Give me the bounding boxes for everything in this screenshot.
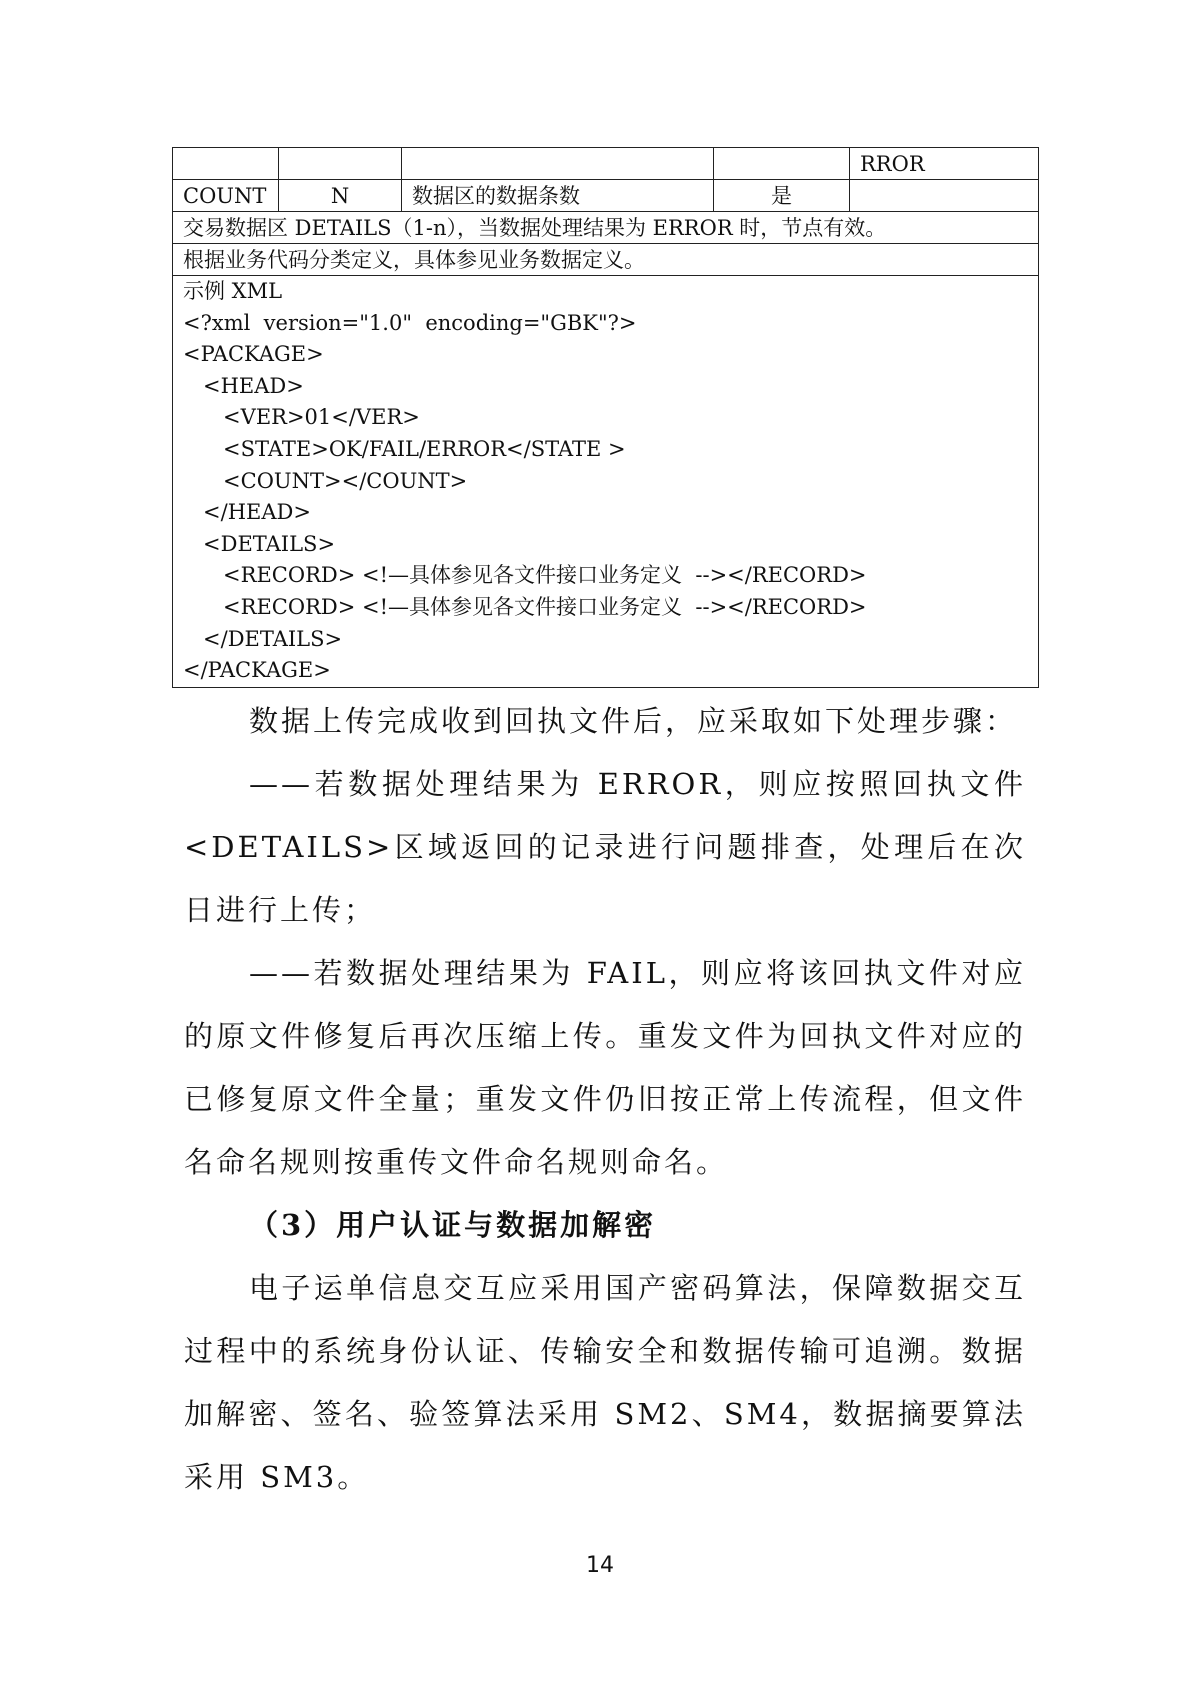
xml-line: </HEAD> [183,500,311,525]
table-cell [173,148,279,180]
paragraph-steps-intro: 数据上传完成收到回执文件后，应采取如下处理步骤： [249,704,1018,738]
table-row [173,276,1039,688]
field-required-cell: 是 [714,180,850,212]
paragraph-crypto: 电子运单信息交互应采用国产密码算法，保障数据交互过程中的系统身份认证、传输安全和数据传输可追溯。数据加解密、签名、验签算法采用 SM2、SM4，数据摘要算法采用 SM3。 [184,1271,1026,1494]
table-row [173,244,1039,276]
field-type-cell: N [279,180,402,212]
table-row [173,148,1039,180]
xml-line: <VER>01</VER> [183,405,420,430]
xml-example-cell [173,276,1039,688]
xml-line: <STATE>OK/FAIL/ERROR</STATE > [183,436,626,461]
table-cell [402,148,714,180]
xml-line: <?xml version="1.0" encoding="GBK"?> [183,310,637,335]
table-row [173,212,1039,244]
xml-line: <HEAD> [183,373,304,398]
spec-table [172,147,1039,688]
xml-line: <COUNT></COUNT> [183,468,468,493]
xml-line: <DETAILS> [183,531,336,556]
xml-line: <RECORD> <!—具体参见各文件接口业务定义 --></RECORD> [183,563,867,588]
table-cell [714,148,850,180]
page-number: 14 [586,1553,614,1578]
table-cell [279,148,402,180]
body-text [184,690,1026,1509]
field-desc-cell: 数据区的数据条数 [402,180,714,212]
definition-note-cell: 根据业务代码分类定义，具体参见业务数据定义。 [173,244,1039,276]
xml-line: 示例 XML [183,279,283,303]
table-cell: RROR [850,148,1039,180]
details-section-cell: 交易数据区 DETAILS（1-n），当数据处理结果为 ERROR 时，节点有效。 [173,212,1039,244]
xml-line: </DETAILS> [183,626,343,651]
field-note-cell [850,180,1039,212]
paragraph-fail-handling: ——若数据处理结果为 FAIL，则应将该回执文件对应的原文件修复后再次压缩上传。重发文件为回执文件对应的已修复原文件全量；重发文件仍旧按正常上传流程，但文件名命名规则按重传文件命名规则命名。 [184,956,1026,1179]
field-name-cell: COUNT [173,180,279,212]
section-heading: （3）用户认证与数据加解密 [249,1208,657,1242]
xml-line: <PACKAGE> [183,342,324,367]
table-row [173,180,1039,212]
paragraph-error-handling: ——若数据处理结果为 ERROR，则应按照回执文件<DETAILS>区域返回的记录进行问题排查，处理后在次日进行上传； [184,767,1026,927]
xml-line: </PACKAGE> [183,658,331,683]
xml-line: <RECORD> <!—具体参见各文件接口业务定义 --></RECORD> [183,594,867,619]
